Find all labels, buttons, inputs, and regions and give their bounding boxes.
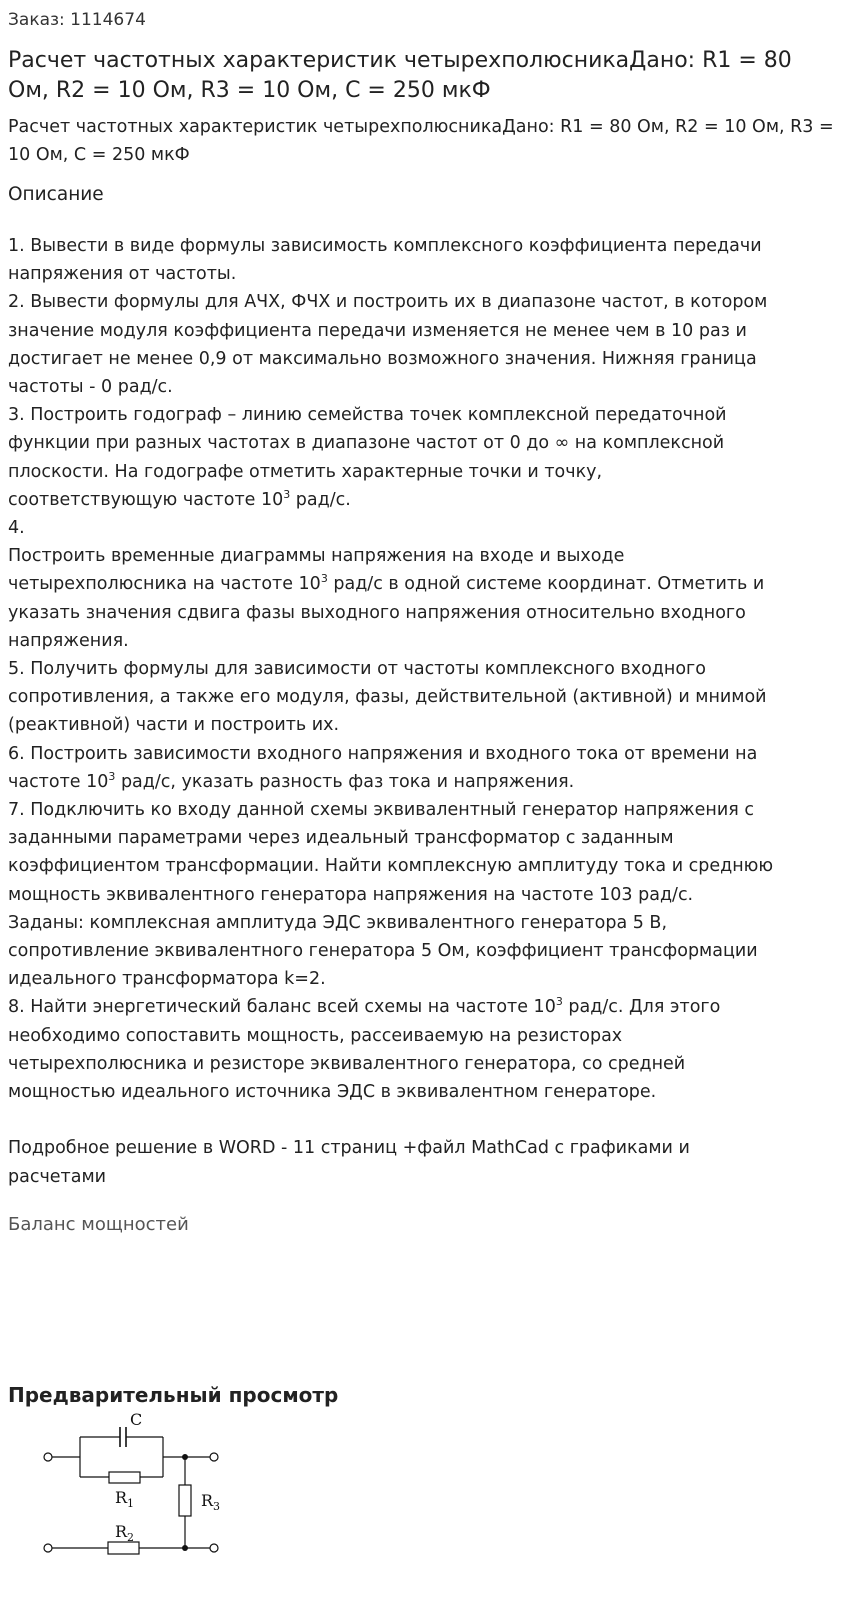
label-r3: [201, 1491, 220, 1513]
junction-node: [182, 1454, 188, 1460]
terminal-input-bottom: [44, 1544, 52, 1552]
description-line: Построить временные диаграммы напряжения на входе и выходе: [8, 546, 625, 567]
page-subtitle: Расчет частотных характеристик четырехполюсникаДано: R1 = 80 Ом, R2 = 10 Ом, R3 = 10 Ом, C = 250 мкФ: [8, 117, 834, 165]
description-line: мощность эквивалентного генератора напряжения на частоте 103 рад/с.: [8, 884, 694, 905]
blank-line: [8, 1106, 837, 1134]
description-fragment: частоте 10: [8, 771, 109, 792]
description-fragment: четырехполюсника на частоте 10: [8, 574, 321, 595]
description-line: необходимо сопоставить мощность, рассеиваемую на резисторах: [8, 1025, 623, 1046]
junction-node: [182, 1545, 188, 1551]
label-letter: R: [115, 1487, 128, 1507]
resistor-r1: [109, 1472, 140, 1483]
description-fragment: рад/с в одной системе координат. Отметить и: [327, 574, 765, 595]
terminal-output-bottom: [210, 1544, 218, 1552]
exponent: 3: [108, 770, 116, 784]
description-line: 7. Подключить ко входу данной схемы эквивалентный генератор напряжения с: [8, 800, 754, 821]
description-line: частоты - 0 рад/с.: [8, 377, 173, 398]
description-line: указать значения сдвига фазы выходного напряжения относительно входного: [8, 602, 746, 623]
description-line: коэффициентом трансформации. Найти комплексную амплитуду тока и среднюю: [8, 856, 774, 877]
description-line: функции при разных частотах в диапазоне частот от 0 до ∞ на комплексной: [8, 433, 725, 454]
description-line: сопротивления, а также его модуля, фазы, действительной (активной) и мнимой: [8, 687, 767, 708]
description-line: 1. Вывести в виде формулы зависимость комплексного коэффициента передачи: [8, 236, 762, 256]
preview-heading: Предварительный просмотр: [8, 1382, 339, 1407]
description-fragment: рад/с.: [290, 489, 351, 510]
terminal-input-top: [44, 1453, 52, 1461]
description-line: напряжения от частоты.: [8, 264, 237, 285]
description-line: расчетами: [8, 1166, 107, 1187]
description-line: 2. Вывести формулы для АЧХ, ФЧХ и построить их в диапазоне частот, в котором: [8, 292, 768, 313]
description-line: Заданы: комплексная амплитуда ЭДС эквивалентного генератора 5 В,: [8, 912, 668, 933]
exponent: 3: [320, 572, 328, 586]
order-number: Заказ: 1114674: [8, 10, 146, 30]
description-line: Подробное решение в WORD - 11 страниц +файл MathCad с графиками и: [8, 1138, 690, 1159]
label-c: C: [130, 1412, 143, 1429]
description-line: [8, 993, 837, 1021]
label-letter: R: [201, 1490, 214, 1510]
page-title: Расчет частотных характеристик четырехполюсникаДано: R1 = 80 Ом, R2 = 10 Ом, R3 = 10 Ом, C = 250 мкФ: [8, 48, 792, 103]
label-subscript: 1: [127, 1496, 135, 1510]
description-line: плоскости. На годографе отметить характерные точки и точку,: [8, 461, 603, 482]
description-line: 4.: [8, 518, 25, 539]
exponent: 3: [283, 488, 291, 501]
label-letter: R: [115, 1521, 128, 1541]
exponent: 3: [555, 995, 563, 1009]
description-line: мощностью идеального источника ЭДС в эквивалентном генераторе.: [8, 1082, 657, 1103]
description-line: идеального трансформатора k=2.: [8, 969, 326, 990]
description-line: 6. Построить зависимости входного напряжения и входного тока от времени на: [8, 743, 758, 764]
description-line: 5. Получить формулы для зависимости от частоты комплексного входного: [8, 659, 706, 680]
description-line: достигает не менее 0,9 от максимально возможного значения. Нижняя граница: [8, 348, 757, 369]
terminal-output-top: [210, 1453, 218, 1461]
description-line: значение модуля коэффициента передачи изменяется не менее чем в 10 раз и: [8, 320, 747, 341]
description-fragment: 8. Найти энергетический баланс всей схемы на частоте 10: [8, 997, 556, 1018]
label-subscript: 2: [127, 1530, 135, 1544]
description-line: сопротивление эквивалентного генератора 5 Ом, коэффициент трансформации: [8, 941, 758, 962]
description-fragment: соответствующую частоте 10: [8, 489, 284, 510]
resistor-r2: [108, 1542, 139, 1554]
description-fragment: рад/с. Для этого: [562, 997, 721, 1018]
tag-link-power-balance[interactable]: Баланс мощностей: [8, 1213, 189, 1235]
description-line: (реактивной) части и построить их.: [8, 715, 340, 736]
description-line: [8, 486, 837, 514]
description-line: 3. Построить годограф – линию семейства точек комплексной передаточной: [8, 405, 727, 426]
description-line: четырехполюсника и резисторе эквивалентного генератора, со средней: [8, 1053, 686, 1074]
description-heading: Описание: [8, 184, 104, 205]
description-line: заданными параметрами через идеальный трансформатор с заданным: [8, 828, 674, 849]
label-subscript: 3: [213, 1499, 221, 1513]
label-r2: [115, 1522, 134, 1544]
resistor-r3: [179, 1485, 191, 1516]
label-r1: [115, 1488, 134, 1510]
circuit-diagram: [33, 1413, 233, 1563]
description-fragment: рад/с, указать разность фаз тока и напряжения.: [115, 771, 575, 792]
description-line: напряжения.: [8, 630, 129, 651]
description-text: [8, 232, 837, 1191]
description-line: [8, 768, 837, 796]
description-line: [8, 570, 837, 598]
